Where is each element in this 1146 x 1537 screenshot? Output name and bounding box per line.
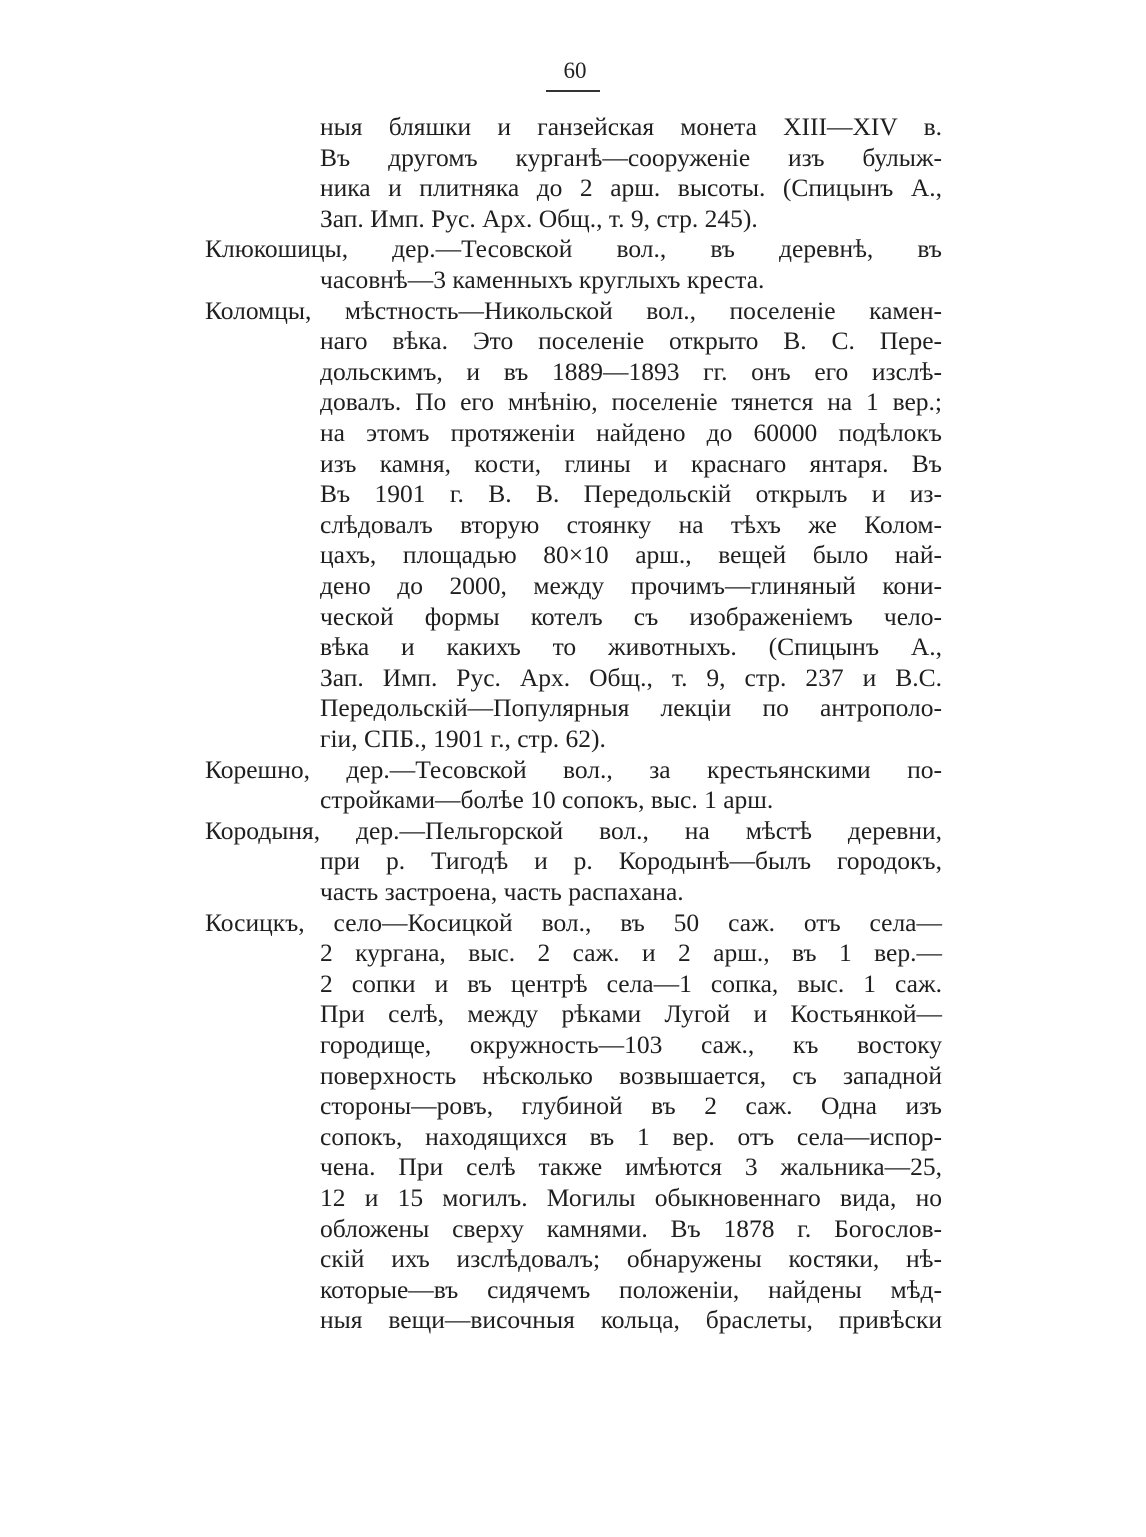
entry-heading-line: Кородыня, дер.—Пельгорской вол., на мѣстѣ деревни,	[205, 815, 942, 845]
text-line: ныя вещи—височныя кольца, браслеты, привѣски	[320, 1305, 942, 1335]
text-line: слѣдовалъ вторую стоянку на тѣхъ же Колом-	[320, 509, 942, 539]
text-line: чена. При селѣ также имѣются 3 жальника—25,	[320, 1152, 942, 1182]
text-line: ныя бляшки и ганзейская монета XIII—XIV в.	[320, 112, 942, 141]
text-line: обложены сверху камнями. Въ 1878 г. Богослов-	[320, 1213, 942, 1243]
text-line: на этомъ протяженіи найдено до 60000 подѣлокъ	[320, 418, 942, 447]
text-line: Передольскій—Популярныя лекціи по антрополо-	[320, 693, 942, 723]
text-line: вѣка и какихъ то животныхъ. (Спицынъ А.,	[320, 632, 942, 662]
text-line: сопокъ, находящихся въ 1 вер. отъ села—испор-	[320, 1121, 942, 1151]
text-line: довалъ. По его мнѣнію, поселеніе тянется на 1 вер.;	[320, 387, 942, 417]
text-line: дольскимъ, и въ 1889—1893 гг. онъ его изслѣ-	[320, 356, 942, 386]
text-line: гіи, СПБ., 1901 г., стр. 62).	[320, 724, 606, 753]
text-line: ческой формы котелъ съ изображеніемъ чело-	[320, 601, 942, 631]
page-number: 60	[563, 58, 587, 83]
text-line: Зап. Имп. Рус. Арх. Общ., т. 9, стр. 237 и В.С.	[320, 662, 942, 692]
text-line: наго вѣка. Это поселеніе открыто В. С. Пере-	[320, 326, 942, 356]
text-line: при р. Тигодѣ и р. Кородынѣ—былъ городокъ,	[320, 846, 942, 876]
text-line: ника и плитняка до 2 арш. высоты. (Спицынъ А.,	[320, 173, 942, 203]
text-line: Въ 1901 г. В. В. Передольскій открылъ и из-	[320, 479, 942, 509]
text-line: Зап. Имп. Рус. Арх. Общ., т. 9, стр. 245).	[320, 203, 758, 233]
text-line: 12 и 15 могилъ. Могилы обыкновеннаго вида, но	[320, 1183, 942, 1212]
text-line: 2 сопки и въ центрѣ села—1 сопка, выс. 1 саж.	[320, 968, 942, 998]
text-line: изъ камня, кости, глины и краснаго янтаря. Въ	[320, 448, 942, 478]
entry-heading-line: Клюкошицы, дер.—Тесовской вол., въ деревнѣ, въ	[205, 234, 942, 264]
text-line: которые—въ сидячемъ положеніи, найдены мѣд-	[320, 1274, 942, 1304]
entry-heading-line: Косицкъ, село—Косицкой вол., въ 50 саж. отъ села—	[205, 907, 942, 937]
text-line: стройками—болѣе 10 сопокъ, выс. 1 арш.	[320, 785, 774, 815]
entry-heading-line: Корешно, дер.—Тесовской вол., за крестьянскими по-	[205, 754, 942, 784]
text-line: скій ихъ изслѣдовалъ; обнаружены костяки, нѣ-	[320, 1244, 942, 1274]
text-line: часовнѣ—3 каменныхъ круглыхъ креста.	[320, 265, 765, 294]
text-line: городище, окружность—103 саж., къ востоку	[320, 1030, 942, 1059]
text-line: поверхность нѣсколько возвышается, съ западной	[320, 1060, 942, 1090]
page-number-rule	[546, 90, 600, 92]
text-line: цахъ, площадью 80×10 арш., вещей было най-	[320, 540, 942, 570]
text-line: стороны—ровъ, глубиной въ 2 саж. Одна изъ	[320, 1091, 942, 1121]
text-line: дено до 2000, между прочимъ—глиняный кони-	[320, 571, 942, 600]
entry-heading-line: Коломцы, мѣстность—Никольской вол., поселеніе камен-	[205, 295, 942, 325]
text-line: При селѣ, между рѣками Лугой и Костьянкой—	[320, 999, 942, 1029]
text-line: часть застроена, часть распахана.	[320, 877, 684, 906]
text-line: 2 кургана, выс. 2 саж. и 2 арш., въ 1 вер.—	[320, 938, 942, 968]
text-line: Въ другомъ курганѣ—сооруженіе изъ булыж-	[320, 142, 942, 172]
